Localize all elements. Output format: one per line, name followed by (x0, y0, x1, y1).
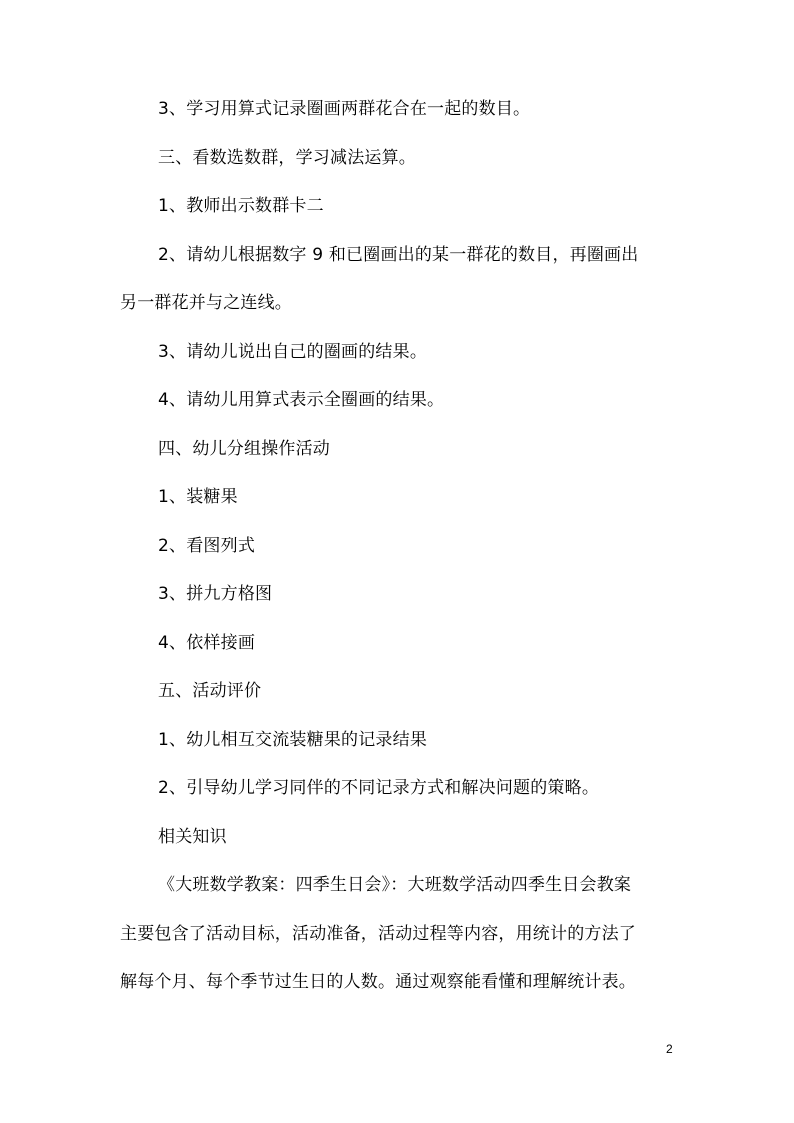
section-5-heading: 五、活动评价 (158, 681, 262, 701)
step-4-formula-result: 4、请幼儿用算式表示全圈画的结果。 (158, 390, 445, 410)
section-3-heading: 三、看数选数群，学习减法运算。 (158, 148, 416, 168)
evaluation-2-strategies: 2、引导幼儿学习同伴的不同记录方式和解决问题的策略。 (158, 778, 600, 798)
step-2-circle-flowers: 2、请幼儿根据数字 9 和已圈画出的某一群花的数目，再圈画出 (158, 245, 639, 265)
activity-2-picture-formula: 2、看图列式 (158, 536, 256, 556)
related-paragraph-line-2: 主要包含了活动目标，活动准备，活动过程等内容，用统计的方法了 (120, 924, 636, 944)
activity-3-nine-grid: 3、拼九方格图 (158, 584, 273, 604)
activity-4-copy-drawing: 4、依样接画 (158, 633, 256, 653)
step-2-continuation: 另一群花并与之连线。 (120, 293, 292, 313)
step-3-say-result: 3、请幼儿说出自己的圈画的结果。 (158, 342, 428, 362)
step-1-show-card: 1、教师出示数群卡二 (158, 196, 324, 216)
section-4-heading: 四、幼儿分组操作活动 (158, 439, 330, 459)
related-knowledge-heading: 相关知识 (158, 827, 227, 847)
page-number: 2 (666, 1042, 673, 1056)
evaluation-1-share: 1、幼儿相互交流装糖果的记录结果 (158, 730, 428, 750)
activity-1-candy: 1、装糖果 (158, 487, 238, 507)
related-paragraph-line-1: 《大班数学教案：四季生日会》：大班数学活动四季生日会教案 (158, 875, 632, 895)
related-paragraph-line-3: 解每个月、每个季节过生日的人数。通过观察能看懂和理解统计表。 (120, 972, 636, 992)
step-3-record-sum: 3、学习用算式记录圈画两群花合在一起的数目。 (158, 99, 531, 119)
